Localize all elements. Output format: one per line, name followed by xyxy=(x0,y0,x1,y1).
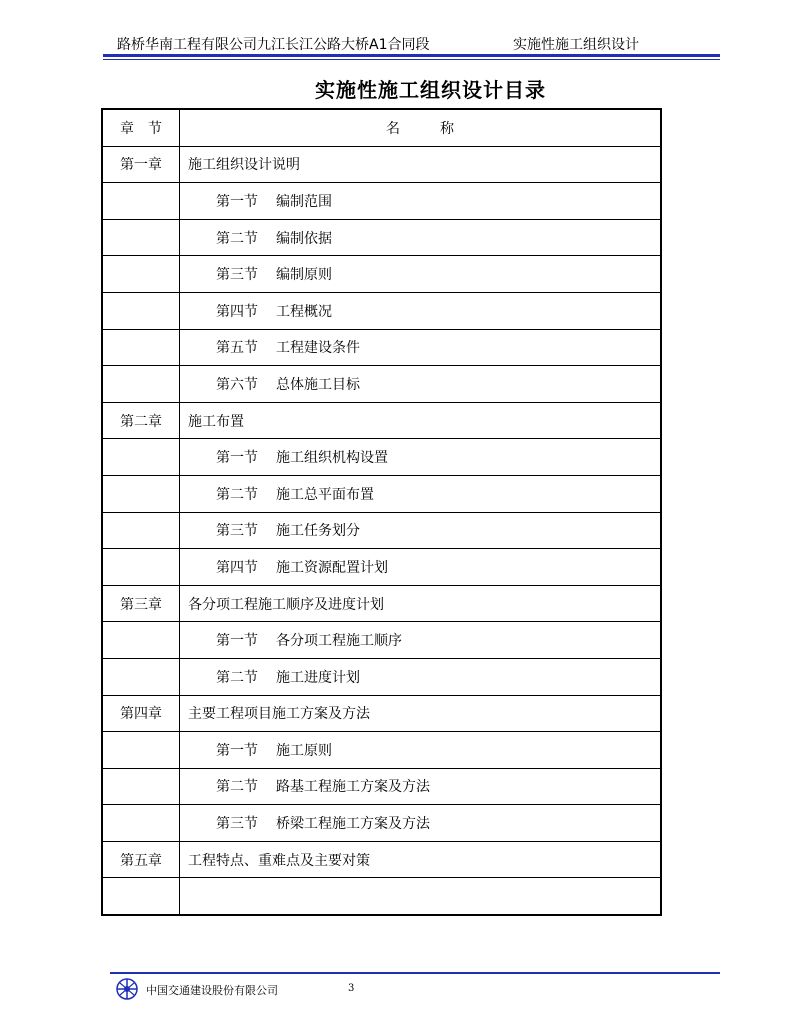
toc-chapter-cell: 第五章 xyxy=(102,841,180,878)
toc-section-number: 第四节 xyxy=(216,559,258,576)
toc-chapter-cell: 第四章 xyxy=(102,695,180,732)
toc-chapter-cell xyxy=(102,439,180,476)
toc-section-number: 第二节 xyxy=(216,486,258,503)
toc-chapter-cell: 第二章 xyxy=(102,402,180,439)
toc-chapter-cell xyxy=(102,805,180,842)
toc-section-title: 施工原则 xyxy=(276,742,332,759)
toc-section-number: 第三节 xyxy=(216,816,258,833)
toc-section-row xyxy=(102,658,661,695)
toc-section-number: 第一节 xyxy=(216,633,258,650)
toc-title-cell xyxy=(180,439,662,476)
toc-title-cell xyxy=(180,292,662,329)
toc-section-title: 工程建设条件 xyxy=(276,340,360,357)
toc-section-row xyxy=(102,183,661,220)
toc-chapter-row xyxy=(102,585,661,622)
toc-section-row xyxy=(102,366,661,403)
toc-section-row xyxy=(102,219,661,256)
toc-title-cell xyxy=(180,658,662,695)
toc-section-row xyxy=(102,329,661,366)
toc-section-number: 第一节 xyxy=(216,193,258,210)
toc-section-title: 施工任务划分 xyxy=(276,523,360,540)
ccccltd-logo-icon xyxy=(114,977,140,1001)
toc-title-cell xyxy=(180,512,662,549)
toc-chapter-cell xyxy=(102,732,180,769)
toc-chapter-cell xyxy=(102,183,180,220)
toc-title-cell xyxy=(180,256,662,293)
toc-section-title: 编制原则 xyxy=(276,267,332,284)
toc-section-number: 第三节 xyxy=(216,523,258,540)
toc-section-row xyxy=(102,549,661,586)
header-rule-thin xyxy=(103,59,720,60)
toc-title-cell: 施工布置 xyxy=(180,402,662,439)
toc-section-number: 第六节 xyxy=(216,376,258,393)
toc-title-cell xyxy=(180,622,662,659)
toc-section-title: 施工总平面布置 xyxy=(276,486,374,503)
page-header xyxy=(103,28,720,58)
toc-title-cell xyxy=(180,366,662,403)
toc-title-cell xyxy=(180,805,662,842)
toc-title-cell xyxy=(180,219,662,256)
toc-chapter-cell xyxy=(102,292,180,329)
toc-section-row xyxy=(102,732,661,769)
toc-section-title: 施工进度计划 xyxy=(276,669,360,686)
footer-rule xyxy=(110,972,720,974)
toc-header-row xyxy=(102,109,661,146)
header-doc-name: 实施性施工组织设计 xyxy=(513,37,639,53)
toc-section-number: 第一节 xyxy=(216,742,258,759)
page-title: 实施性施工组织设计目录 xyxy=(315,78,546,102)
toc-section-title: 路基工程施工方案及方法 xyxy=(276,779,430,796)
toc-section-number: 第三节 xyxy=(216,267,258,284)
toc-title-cell: 施工组织设计说明 xyxy=(180,146,662,183)
toc-chapter-row xyxy=(102,146,661,183)
toc-section-row xyxy=(102,512,661,549)
toc-title-cell xyxy=(180,183,662,220)
toc-title-cell xyxy=(180,732,662,769)
toc-header-name-b: 称 xyxy=(440,120,454,137)
toc-table xyxy=(101,108,662,916)
toc-header-chapter: 章 节 xyxy=(102,109,180,146)
toc-header-name xyxy=(180,109,662,146)
toc-section-row xyxy=(102,622,661,659)
toc-chapter-cell xyxy=(102,768,180,805)
toc-section-row xyxy=(102,768,661,805)
toc-section-row xyxy=(102,475,661,512)
toc-section-number: 第五节 xyxy=(216,340,258,357)
toc-section-number: 第二节 xyxy=(216,779,258,796)
toc-chapter-row xyxy=(102,878,661,915)
toc-section-row xyxy=(102,805,661,842)
toc-section-number: 第二节 xyxy=(216,669,258,686)
toc-title-cell xyxy=(180,549,662,586)
toc-chapter-row xyxy=(102,402,661,439)
toc-title-cell: 各分项工程施工顺序及进度计划 xyxy=(180,585,662,622)
toc-header-name-a: 名 xyxy=(386,120,400,137)
page-number: 3 xyxy=(348,983,355,994)
toc-section-row xyxy=(102,439,661,476)
toc-title-cell xyxy=(180,475,662,512)
toc-section-title: 桥梁工程施工方案及方法 xyxy=(276,816,430,833)
header-rule-thick xyxy=(103,54,720,57)
toc-chapter-row xyxy=(102,695,661,732)
toc-chapter-cell xyxy=(102,622,180,659)
toc-chapter-row xyxy=(102,841,661,878)
toc-chapter-cell xyxy=(102,366,180,403)
toc-section-title: 施工资源配置计划 xyxy=(276,559,388,576)
toc-section-title: 各分项工程施工顺序 xyxy=(276,633,402,650)
toc-section-title: 工程概况 xyxy=(276,303,332,320)
toc-section-title: 施工组织机构设置 xyxy=(276,450,388,467)
toc-chapter-cell xyxy=(102,219,180,256)
toc-title-cell xyxy=(180,768,662,805)
toc-chapter-cell xyxy=(102,512,180,549)
toc-chapter-cell xyxy=(102,329,180,366)
toc-section-row xyxy=(102,256,661,293)
toc-title-cell: 工程特点、重难点及主要对策 xyxy=(180,841,662,878)
toc-chapter-cell xyxy=(102,256,180,293)
toc-section-title: 编制依据 xyxy=(276,230,332,247)
toc-title-cell xyxy=(180,329,662,366)
toc-chapter-cell xyxy=(102,549,180,586)
toc-section-number: 第四节 xyxy=(216,303,258,320)
toc-section-title: 编制范围 xyxy=(276,193,332,210)
toc-section-title: 总体施工目标 xyxy=(276,376,360,393)
toc-title-cell xyxy=(180,878,662,915)
header-project-name: 路桥华南工程有限公司九江长江公路大桥A1合同段 xyxy=(117,37,430,53)
toc-section-number: 第二节 xyxy=(216,230,258,247)
toc-section-number: 第一节 xyxy=(216,450,258,467)
toc-chapter-cell: 第三章 xyxy=(102,585,180,622)
toc-section-row xyxy=(102,292,661,329)
toc-title-cell: 主要工程项目施工方案及方法 xyxy=(180,695,662,732)
toc-chapter-cell xyxy=(102,475,180,512)
toc-chapter-cell: 第一章 xyxy=(102,146,180,183)
footer-company-name: 中国交通建设股份有限公司 xyxy=(146,984,278,997)
toc-chapter-cell xyxy=(102,658,180,695)
toc-chapter-cell xyxy=(102,878,180,915)
